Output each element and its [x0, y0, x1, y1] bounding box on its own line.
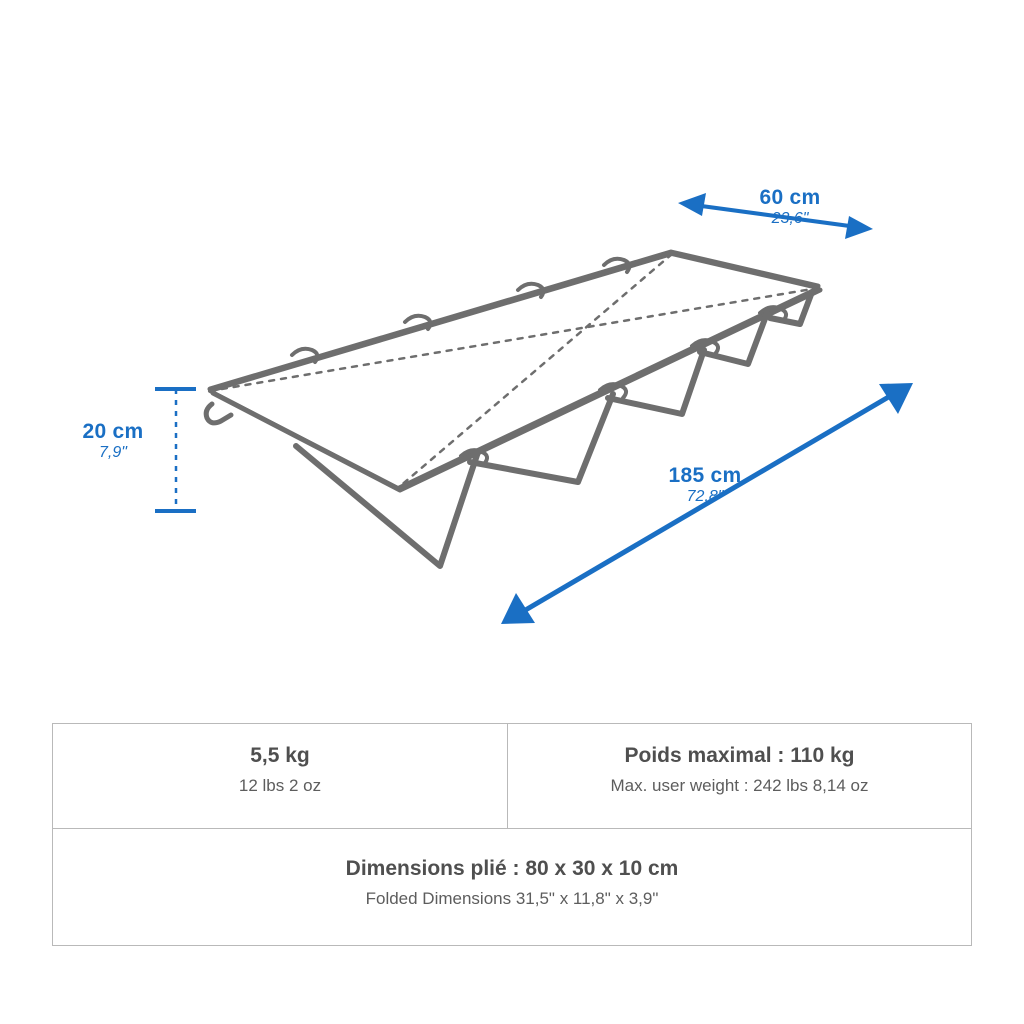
spec-cell-max-user-weight [508, 724, 971, 828]
spec-row-weights [53, 724, 971, 829]
camp-bed-illustration [206, 252, 820, 566]
spec-row-folded-dimensions [53, 829, 971, 945]
width-dimension-label [700, 186, 880, 229]
specifications-table [52, 723, 972, 946]
width-imperial: 23,6" [771, 210, 809, 228]
max-user-weight-imperial: Max. user weight : 242 lbs 8,14 oz [610, 776, 869, 796]
max-user-weight-metric: Poids maximal : 110 kg [624, 744, 855, 767]
width-metric: 60 cm [759, 186, 821, 209]
height-imperial: 7,9" [99, 444, 127, 462]
spec-cell-folded-dimensions [53, 829, 971, 945]
spec-cell-product-weight [53, 724, 508, 828]
product-weight-metric: 5,5 kg [250, 744, 310, 767]
bed-end-cap [206, 404, 231, 423]
length-metric: 185 cm [668, 464, 742, 487]
height-dimension-label [58, 420, 168, 463]
length-dimension-label [610, 464, 800, 507]
folded-dimensions-imperial: Folded Dimensions 31,5" x 11,8" x 3,9" [365, 889, 659, 909]
folded-dimensions-metric: Dimensions plié : 80 x 30 x 10 cm [345, 857, 679, 880]
length-imperial: 72,8" [686, 488, 724, 506]
height-metric: 20 cm [82, 420, 144, 443]
product-weight-imperial: 12 lbs 2 oz [238, 776, 322, 796]
